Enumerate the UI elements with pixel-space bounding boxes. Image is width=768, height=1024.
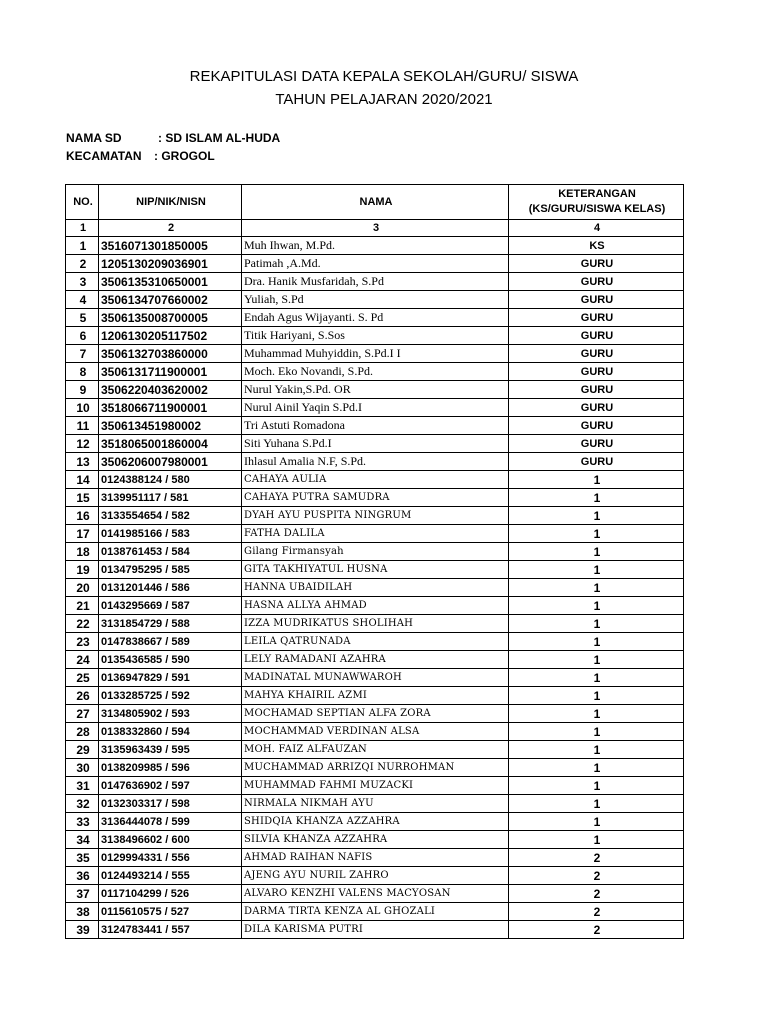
table-row: [66, 831, 684, 849]
row-nip: 3506220403620002: [99, 381, 242, 399]
row-keterangan: 1: [509, 705, 684, 723]
table-row: [66, 525, 684, 543]
row-number: 19: [66, 561, 99, 579]
row-keterangan: 1: [509, 759, 684, 777]
row-keterangan: GURU: [509, 363, 684, 381]
row-nip: 1206130205117502: [99, 327, 242, 345]
row-nip: 3135963439 / 595: [99, 741, 242, 759]
row-keterangan: 1: [509, 633, 684, 651]
table-row: [66, 345, 684, 363]
table-row: [66, 417, 684, 435]
row-number: 36: [66, 867, 99, 885]
table-row: [66, 813, 684, 831]
row-nip: 0147636902 / 597: [99, 777, 242, 795]
row-nip: 0135436585 / 590: [99, 651, 242, 669]
row-number: 9: [66, 381, 99, 399]
row-keterangan: 1: [509, 489, 684, 507]
row-keterangan: 1: [509, 543, 684, 561]
row-name: MOCHAMAD SEPTIAN ALFA ZORA: [242, 705, 509, 723]
row-nip: 0143295669 / 587: [99, 597, 242, 615]
row-name: MUHAMMAD FAHMI MUZACKI: [242, 777, 509, 795]
row-nip: 0115610575 / 527: [99, 903, 242, 921]
row-nip: 3133554654 / 582: [99, 507, 242, 525]
header-keterangan-line2: (KS/GURU/SISWA KELAS): [528, 203, 666, 215]
table-row: [66, 561, 684, 579]
table-row: [66, 291, 684, 309]
column-index: 2: [99, 220, 242, 237]
row-keterangan: 1: [509, 471, 684, 489]
row-keterangan: 1: [509, 651, 684, 669]
table-row: [66, 615, 684, 633]
row-nip: 3139951117 / 581: [99, 489, 242, 507]
row-nip: 3506134707660002: [99, 291, 242, 309]
row-name: FATHA DALILA: [242, 525, 509, 543]
row-name: AJENG AYU NURIL ZAHRO: [242, 867, 509, 885]
row-nip: 3506135310650001: [99, 273, 242, 291]
row-nip: 0117104299 / 526: [99, 885, 242, 903]
row-name: Titik Hariyani, S.Sos: [242, 327, 509, 345]
row-number: 25: [66, 669, 99, 687]
row-name: ALVARO KENZHI VALENS MACYOSAN: [242, 885, 509, 903]
row-name: Endah Agus Wijayanti. S. Pd: [242, 309, 509, 327]
row-nip: 3138496602 / 600: [99, 831, 242, 849]
table-row: [66, 903, 684, 921]
row-number: 33: [66, 813, 99, 831]
data-table: [65, 184, 684, 939]
table-row: [66, 399, 684, 417]
row-name: Muhammad Muhyiddin, S.Pd.I I: [242, 345, 509, 363]
row-name: MADINATAL MUNAWWAROH: [242, 669, 509, 687]
row-nip: 0129994331 / 556: [99, 849, 242, 867]
row-number: 29: [66, 741, 99, 759]
table-row: [66, 633, 684, 651]
row-keterangan: GURU: [509, 327, 684, 345]
row-name: DARMA TIRTA KENZA AL GHOZALI: [242, 903, 509, 921]
row-name: IZZA MUDRIKATUS SHOLIHAH: [242, 615, 509, 633]
header-nama: NAMA: [242, 185, 509, 220]
row-nip: 3124783441 / 557: [99, 921, 242, 939]
row-nip: 3134805902 / 593: [99, 705, 242, 723]
school-name-line: [66, 131, 280, 145]
row-name: Muh Ihwan, M.Pd.: [242, 237, 509, 255]
row-nip: 3136444078 / 599: [99, 813, 242, 831]
column-index-row: [66, 220, 684, 237]
row-number: 14: [66, 471, 99, 489]
row-keterangan: GURU: [509, 255, 684, 273]
row-keterangan: GURU: [509, 273, 684, 291]
table-row: [66, 273, 684, 291]
row-name: Gilang Firmansyah: [242, 543, 509, 561]
table-row: [66, 507, 684, 525]
table-row: [66, 687, 684, 705]
row-nip: 3131854729 / 588: [99, 615, 242, 633]
row-nip: 3516071301850005: [99, 237, 242, 255]
row-keterangan: 1: [509, 615, 684, 633]
row-number: 10: [66, 399, 99, 417]
table-row: [66, 723, 684, 741]
table-row: [66, 777, 684, 795]
row-keterangan: 2: [509, 921, 684, 939]
table-row: [66, 651, 684, 669]
row-number: 7: [66, 345, 99, 363]
row-keterangan: KS: [509, 237, 684, 255]
row-keterangan: GURU: [509, 417, 684, 435]
document-title: REKAPITULASI DATA KEPALA SEKOLAH/GURU/ SISWA: [189, 68, 579, 85]
row-keterangan: 1: [509, 723, 684, 741]
row-name: CAHAYA PUTRA SAMUDRA: [242, 489, 509, 507]
row-keterangan: GURU: [509, 345, 684, 363]
row-number: 32: [66, 795, 99, 813]
row-number: 35: [66, 849, 99, 867]
row-number: 37: [66, 885, 99, 903]
row-keterangan: 1: [509, 597, 684, 615]
table-row: [66, 453, 684, 471]
table-row: [66, 543, 684, 561]
row-keterangan: GURU: [509, 309, 684, 327]
row-number: 27: [66, 705, 99, 723]
table-row: [66, 363, 684, 381]
row-number: 24: [66, 651, 99, 669]
row-nip: 3506135008700005: [99, 309, 242, 327]
column-index: 4: [509, 220, 684, 237]
table-row: [66, 309, 684, 327]
row-number: 22: [66, 615, 99, 633]
row-name: Patimah ,A.Md.: [242, 255, 509, 273]
row-name: Siti Yuhana S.Pd.I: [242, 435, 509, 453]
row-number: 34: [66, 831, 99, 849]
header-keterangan: [509, 185, 684, 220]
table-row: [66, 255, 684, 273]
table-body: [66, 237, 684, 939]
district-label: KECAMATAN: [66, 149, 142, 163]
table-row: [66, 795, 684, 813]
row-name: Tri Astuti Romadona: [242, 417, 509, 435]
row-name: Yuliah, S.Pd: [242, 291, 509, 309]
row-name: DYAH AYU PUSPITA NINGRUM: [242, 507, 509, 525]
row-keterangan: 1: [509, 795, 684, 813]
row-name: MAHYA KHAIRIL AZMI: [242, 687, 509, 705]
row-name: Dra. Hanik Musfaridah, S.Pd: [242, 273, 509, 291]
row-number: 8: [66, 363, 99, 381]
row-number: 17: [66, 525, 99, 543]
column-index: 3: [242, 220, 509, 237]
row-name: HANNA UBAIDILAH: [242, 579, 509, 597]
row-nip: 3518066711900001: [99, 399, 242, 417]
table-row: [66, 759, 684, 777]
row-nip: 0136947829 / 591: [99, 669, 242, 687]
row-number: 28: [66, 723, 99, 741]
table-row: [66, 597, 684, 615]
row-keterangan: 2: [509, 849, 684, 867]
row-name: SILVIA KHANZA AZZAHRA: [242, 831, 509, 849]
row-keterangan: 1: [509, 777, 684, 795]
row-nip: 0134795295 / 585: [99, 561, 242, 579]
row-name: NIRMALA NIKMAH AYU: [242, 795, 509, 813]
district-value: : GROGOL: [154, 149, 215, 163]
row-nip: 0133285725 / 592: [99, 687, 242, 705]
row-number: 3: [66, 273, 99, 291]
row-name: MOCHAMMAD VERDINAN ALSA: [242, 723, 509, 741]
row-name: AHMAD RAIHAN NAFIS: [242, 849, 509, 867]
row-keterangan: 2: [509, 867, 684, 885]
row-keterangan: GURU: [509, 435, 684, 453]
row-name: CAHAYA AULIA: [242, 471, 509, 489]
row-keterangan: GURU: [509, 399, 684, 417]
row-keterangan: 1: [509, 507, 684, 525]
row-number: 39: [66, 921, 99, 939]
header-no: NO.: [66, 185, 99, 220]
header-nip: NIP/NIK/NISN: [99, 185, 242, 220]
row-name: LEILA QATRUNADA: [242, 633, 509, 651]
row-keterangan: GURU: [509, 381, 684, 399]
row-nip: 0124493214 / 555: [99, 867, 242, 885]
row-number: 38: [66, 903, 99, 921]
table-row: [66, 849, 684, 867]
row-number: 21: [66, 597, 99, 615]
row-nip: 0124388124 / 580: [99, 471, 242, 489]
district-line: [66, 149, 215, 163]
row-nip: 3506132703860000: [99, 345, 242, 363]
table-row: [66, 381, 684, 399]
table-row: [66, 579, 684, 597]
row-nip: 0138209985 / 596: [99, 759, 242, 777]
row-number: 13: [66, 453, 99, 471]
header-keterangan-line1: KETERANGAN: [558, 188, 636, 200]
document-subtitle: TAHUN PELAJARAN 2020/2021: [275, 91, 493, 108]
row-keterangan: 1: [509, 813, 684, 831]
column-index: 1: [66, 220, 99, 237]
row-number: 15: [66, 489, 99, 507]
row-nip: 3506131711900001: [99, 363, 242, 381]
school-name-label: NAMA SD: [66, 131, 122, 145]
row-number: 23: [66, 633, 99, 651]
row-number: 5: [66, 309, 99, 327]
row-nip: 1205130209036901: [99, 255, 242, 273]
row-number: 12: [66, 435, 99, 453]
row-number: 4: [66, 291, 99, 309]
table-row: [66, 669, 684, 687]
row-nip: 0147838667 / 589: [99, 633, 242, 651]
table-row: [66, 471, 684, 489]
table-row: [66, 705, 684, 723]
table-row: [66, 435, 684, 453]
table-row: [66, 237, 684, 255]
row-nip: 3518065001860004: [99, 435, 242, 453]
row-nip: 0131201446 / 586: [99, 579, 242, 597]
row-number: 1: [66, 237, 99, 255]
row-keterangan: 1: [509, 831, 684, 849]
table-row: [66, 867, 684, 885]
row-keterangan: 1: [509, 687, 684, 705]
row-number: 26: [66, 687, 99, 705]
row-number: 11: [66, 417, 99, 435]
row-nip: 350613451980002: [99, 417, 242, 435]
table-row: [66, 327, 684, 345]
row-keterangan: 1: [509, 561, 684, 579]
row-number: 2: [66, 255, 99, 273]
row-nip: 3506206007980001: [99, 453, 242, 471]
row-keterangan: 2: [509, 903, 684, 921]
row-keterangan: 2: [509, 885, 684, 903]
row-number: 16: [66, 507, 99, 525]
table-row: [66, 885, 684, 903]
row-nip: 0138332860 / 594: [99, 723, 242, 741]
table-row: [66, 741, 684, 759]
row-nip: 0141985166 / 583: [99, 525, 242, 543]
row-name: MOH. FAIZ ALFAUZAN: [242, 741, 509, 759]
row-number: 20: [66, 579, 99, 597]
row-keterangan: 1: [509, 579, 684, 597]
row-name: Moch. Eko Novandi, S.Pd.: [242, 363, 509, 381]
row-number: 18: [66, 543, 99, 561]
row-keterangan: GURU: [509, 291, 684, 309]
row-name: SHIDQIA KHANZA AZZAHRA: [242, 813, 509, 831]
row-number: 31: [66, 777, 99, 795]
row-name: Nurul Ainil Yaqin S.Pd.I: [242, 399, 509, 417]
table-row: [66, 489, 684, 507]
row-name: MUCHAMMAD ARRIZQI NURROHMAN: [242, 759, 509, 777]
row-keterangan: 1: [509, 525, 684, 543]
row-keterangan: GURU: [509, 453, 684, 471]
school-name-value: : SD ISLAM AL-HUDA: [158, 131, 281, 145]
row-name: DILA KARISMA PUTRI: [242, 921, 509, 939]
table-row: [66, 921, 684, 939]
row-name: GITA TAKHIYATUL HUSNA: [242, 561, 509, 579]
row-name: Ihlasul Amalia N.F, S.Pd.: [242, 453, 509, 471]
row-name: Nurul Yakin,S.Pd. OR: [242, 381, 509, 399]
row-keterangan: 1: [509, 669, 684, 687]
row-nip: 0138761453 / 584: [99, 543, 242, 561]
row-number: 6: [66, 327, 99, 345]
row-keterangan: 1: [509, 741, 684, 759]
row-name: HASNA ALLYA AHMAD: [242, 597, 509, 615]
row-nip: 0132303317 / 598: [99, 795, 242, 813]
table-header-row: [66, 185, 684, 220]
row-number: 30: [66, 759, 99, 777]
row-name: LELY RAMADANI AZAHRA: [242, 651, 509, 669]
